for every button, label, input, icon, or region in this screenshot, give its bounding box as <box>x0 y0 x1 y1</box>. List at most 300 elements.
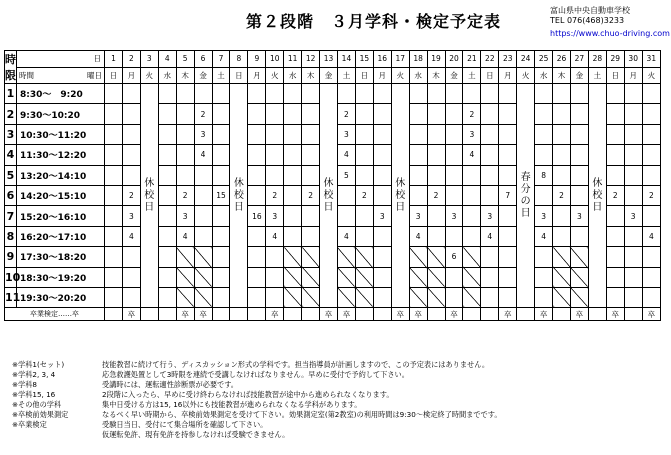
day-number: 9 <box>248 51 266 68</box>
schedule-cell <box>302 267 320 287</box>
weekday-header: 曜日 <box>87 70 102 80</box>
period-time: 11:30～12:20 <box>17 145 105 165</box>
note-text: 受講時には、運転適性診断票が必要です。 <box>102 380 238 389</box>
schedule-cell <box>105 287 123 307</box>
period-header: 時限 <box>5 51 17 84</box>
schedule-cell <box>463 206 481 226</box>
schedule-cell <box>337 185 355 205</box>
schedule-cell <box>284 185 302 205</box>
schedule-cell: 3 <box>266 206 284 226</box>
graduation-test-cell <box>373 308 391 321</box>
schedule-cell: 2 <box>553 185 571 205</box>
note-row <box>12 360 502 370</box>
schedule-cell <box>176 247 194 267</box>
schedule-cell: 16 <box>248 206 266 226</box>
schedule-cell <box>535 267 553 287</box>
graduation-test-cell <box>624 308 642 321</box>
schedule-cell <box>570 226 588 246</box>
schedule-cell <box>570 145 588 165</box>
graduation-test-cell: 卒 <box>570 308 588 321</box>
graduation-test-cell <box>553 308 571 321</box>
schedule-cell <box>642 104 660 124</box>
schedule-cell <box>212 247 230 267</box>
schedule-cell <box>105 84 123 104</box>
schedule-cell <box>105 145 123 165</box>
period-number: 7 <box>5 206 17 226</box>
school-name: 富山県中央自動車学校 <box>550 6 630 15</box>
schedule-cell: 15 <box>212 185 230 205</box>
schedule-cell <box>624 124 642 144</box>
schedule-cell <box>409 84 427 104</box>
schedule-cell <box>355 124 373 144</box>
schedule-cell: 2 <box>355 185 373 205</box>
schedule-cell <box>158 84 176 104</box>
day-number: 3 <box>140 51 158 68</box>
graduation-test-cell <box>302 308 320 321</box>
schedule-cell <box>427 206 445 226</box>
schedule-cell <box>445 104 463 124</box>
header-row-weekdays <box>5 67 661 84</box>
schedule-cell <box>373 226 391 246</box>
note-row <box>12 380 502 390</box>
graduation-test-cell: 卒 <box>606 308 624 321</box>
graduation-test-cell <box>105 308 123 321</box>
note-key <box>12 430 102 440</box>
schedule-cell <box>463 226 481 246</box>
day-number: 29 <box>606 51 624 68</box>
graduation-test-cell <box>355 308 373 321</box>
weekday: 金 <box>570 67 588 84</box>
schedule-cell <box>499 267 517 287</box>
schedule-cell <box>481 165 499 185</box>
schedule-cell <box>606 247 624 267</box>
schedule-cell: 4 <box>409 226 427 246</box>
day-number: 26 <box>553 51 571 68</box>
schedule-cell <box>373 185 391 205</box>
schedule-cell <box>427 247 445 267</box>
schedule-cell <box>284 124 302 144</box>
graduation-test-cell <box>427 308 445 321</box>
holiday-cell: 休 校 日 <box>230 84 248 308</box>
period-time: 15:20～16:10 <box>17 206 105 226</box>
day-number: 13 <box>320 51 338 68</box>
holiday-cell: 春 分 の 日 <box>517 84 535 308</box>
schedule-cell <box>535 145 553 165</box>
schedule-cell <box>158 267 176 287</box>
schedule-cell <box>427 124 445 144</box>
schedule-cell <box>463 165 481 185</box>
graduation-test-cell: 卒 <box>535 308 553 321</box>
graduation-test-cell <box>230 308 248 321</box>
schedule-cell: 5 <box>337 165 355 185</box>
schedule-cell <box>194 287 212 307</box>
schedule-cell <box>427 287 445 307</box>
schedule-cell <box>266 84 284 104</box>
schedule-cell <box>570 104 588 124</box>
schedule-cell <box>427 226 445 246</box>
period-number: 11 <box>5 287 17 307</box>
time-weekday-header <box>17 67 105 84</box>
weekday: 月 <box>248 67 266 84</box>
period-time: 9:30～10:20 <box>17 104 105 124</box>
schedule-cell <box>212 226 230 246</box>
schedule-cell <box>248 124 266 144</box>
schedule-cell <box>105 267 123 287</box>
period-number: 1 <box>5 84 17 104</box>
schedule-cell <box>248 165 266 185</box>
weekday: 水 <box>409 67 427 84</box>
schedule-cell <box>266 104 284 124</box>
schedule-cell: 2 <box>302 185 320 205</box>
schedule-cell <box>212 287 230 307</box>
weekday: 水 <box>158 67 176 84</box>
weekday: 火 <box>517 67 535 84</box>
schedule-cell <box>535 84 553 104</box>
weekday: 日 <box>105 67 123 84</box>
day-number: 21 <box>463 51 481 68</box>
schedule-cell <box>266 145 284 165</box>
day-number: 8 <box>230 51 248 68</box>
weekday: 火 <box>642 67 660 84</box>
note-row <box>12 430 502 440</box>
schedule-cell <box>355 226 373 246</box>
period-row <box>5 84 661 104</box>
schedule-cell <box>266 287 284 307</box>
schedule-cell: 4 <box>194 145 212 165</box>
schedule-cell <box>481 124 499 144</box>
schedule-cell <box>553 104 571 124</box>
schedule-cell: 8 <box>535 165 553 185</box>
schedule-cell <box>158 247 176 267</box>
weekday: 火 <box>266 67 284 84</box>
graduation-test-cell: 卒 <box>499 308 517 321</box>
graduation-test-cell: 卒 <box>176 308 194 321</box>
schedule-cell <box>248 267 266 287</box>
schedule-cell <box>373 165 391 185</box>
day-number: 5 <box>176 51 194 68</box>
schedule-cell <box>535 287 553 307</box>
weekday: 月 <box>624 67 642 84</box>
schedule-cell: 4 <box>642 226 660 246</box>
schedule-cell <box>158 287 176 307</box>
schedule-cell: 2 <box>194 104 212 124</box>
note-row <box>12 410 502 420</box>
notes <box>12 360 502 440</box>
holiday-cell: 休 校 日 <box>320 84 338 308</box>
schedule-cell <box>176 165 194 185</box>
day-number: 16 <box>373 51 391 68</box>
schedule-cell <box>122 287 140 307</box>
schedule-cell <box>409 165 427 185</box>
schedule-cell <box>194 185 212 205</box>
schedule-cell <box>481 145 499 165</box>
day-number: 22 <box>481 51 499 68</box>
weekday: 木 <box>553 67 571 84</box>
schedule-cell <box>284 104 302 124</box>
schedule-cell <box>553 145 571 165</box>
schedule-cell <box>570 185 588 205</box>
schedule-cell <box>445 84 463 104</box>
schedule-cell <box>248 145 266 165</box>
period-time: 19:30～20:20 <box>17 287 105 307</box>
period-number: 5 <box>5 165 17 185</box>
schedule-cell <box>158 104 176 124</box>
schedule-cell <box>302 124 320 144</box>
schedule-cell <box>355 165 373 185</box>
schedule-cell <box>463 247 481 267</box>
schedule-cell <box>302 84 320 104</box>
schedule-cell <box>212 84 230 104</box>
graduation-test-cell <box>212 308 230 321</box>
day-number: 24 <box>517 51 535 68</box>
schedule-cell <box>194 226 212 246</box>
schedule-cell <box>427 104 445 124</box>
schedule-cell <box>158 226 176 246</box>
schedule-cell <box>158 145 176 165</box>
note-text: 受験日当日、受付にて集合場所を確認して下さい。 <box>102 420 268 429</box>
day-number: 18 <box>409 51 427 68</box>
schedule-cell: 2 <box>122 185 140 205</box>
schedule-cell <box>248 287 266 307</box>
weekday: 金 <box>194 67 212 84</box>
schedule-cell <box>409 104 427 124</box>
schedule-cell <box>445 185 463 205</box>
schedule-cell <box>266 247 284 267</box>
schedule-cell <box>553 165 571 185</box>
note-text: 仮運転免許、現有免許を持参しなければ受験できません。 <box>102 430 290 439</box>
note-key: ※卒検前効果測定 <box>12 410 69 419</box>
schedule-cell <box>409 287 427 307</box>
graduation-test-label: 卒業検定……卒 <box>5 308 105 321</box>
schedule-cell <box>176 84 194 104</box>
page-title: 第２段階 ３月学科・検定予定表 <box>246 12 502 31</box>
schedule-cell <box>624 104 642 124</box>
schedule-cell <box>445 287 463 307</box>
schedule-cell <box>122 165 140 185</box>
day-number: 10 <box>266 51 284 68</box>
schedule-cell <box>606 226 624 246</box>
day-number: 27 <box>570 51 588 68</box>
schedule-cell <box>248 247 266 267</box>
schedule-cell <box>535 124 553 144</box>
graduation-test-row <box>5 308 661 321</box>
note-key: ※学科8 <box>12 380 37 389</box>
schedule-cell <box>570 287 588 307</box>
schedule-cell <box>606 287 624 307</box>
day-number: 11 <box>284 51 302 68</box>
schedule-cell <box>499 247 517 267</box>
period-number: 10 <box>5 267 17 287</box>
schedule-cell <box>481 267 499 287</box>
graduation-test-cell: 卒 <box>409 308 427 321</box>
graduation-test-cell: 卒 <box>320 308 338 321</box>
note-text: 技能教習に続けて行う、ディスカッション形式の学科です。担当指導員が計画しますので、この予定表にはありません。 <box>102 360 490 369</box>
schedule-cell <box>337 287 355 307</box>
schedule-cell <box>212 104 230 124</box>
note-text: 2段階に入ったら、早めに受け終わらなければ技能教習が途中から進められなくなります。 <box>102 390 394 399</box>
day-number: 7 <box>212 51 230 68</box>
schedule-cell <box>445 165 463 185</box>
schedule-cell <box>176 267 194 287</box>
school-tel: TEL 076(468)3233 <box>550 16 625 25</box>
weekday: 月 <box>373 67 391 84</box>
schedule-cell <box>445 226 463 246</box>
weekday: 日 <box>355 67 373 84</box>
schedule-cell <box>481 287 499 307</box>
weekday: 金 <box>320 67 338 84</box>
graduation-test-cell <box>248 308 266 321</box>
schedule-cell <box>499 124 517 144</box>
graduation-test-cell <box>481 308 499 321</box>
schedule-cell <box>553 247 571 267</box>
schedule-cell <box>212 145 230 165</box>
schedule-cell: 7 <box>499 185 517 205</box>
schedule-cell <box>481 247 499 267</box>
schedule-cell <box>105 226 123 246</box>
schedule-cell: 2 <box>606 185 624 205</box>
schedule-cell <box>355 145 373 165</box>
schedule-cell: 3 <box>176 206 194 226</box>
schedule-cell <box>499 226 517 246</box>
day-number: 30 <box>624 51 642 68</box>
schedule-cell <box>194 165 212 185</box>
schedule-cell <box>499 287 517 307</box>
day-number: 4 <box>158 51 176 68</box>
schedule-cell <box>463 267 481 287</box>
day-number: 23 <box>499 51 517 68</box>
schedule-cell <box>105 104 123 124</box>
schedule-cell <box>284 267 302 287</box>
weekday: 火 <box>391 67 409 84</box>
schedule-cell: 2 <box>176 185 194 205</box>
schedule-cell <box>624 185 642 205</box>
graduation-test-cell: 卒 <box>337 308 355 321</box>
schedule-cell <box>624 267 642 287</box>
schedule-cell: 4 <box>337 145 355 165</box>
schedule-cell: 3 <box>463 124 481 144</box>
schedule-cell <box>248 185 266 205</box>
day-header-label: 日 <box>17 51 105 68</box>
schedule-cell <box>337 247 355 267</box>
schedule-cell <box>499 206 517 226</box>
schedule-cell <box>302 247 320 267</box>
holiday-cell: 休 校 日 <box>588 84 606 308</box>
note-key: ※学科2, 3, 4 <box>12 370 56 379</box>
schedule-cell: 2 <box>337 104 355 124</box>
period-time: 13:20～14:10 <box>17 165 105 185</box>
day-number: 31 <box>642 51 660 68</box>
period-number: 9 <box>5 247 17 267</box>
schedule-cell <box>535 185 553 205</box>
day-number: 6 <box>194 51 212 68</box>
schedule-cell <box>624 287 642 307</box>
schedule-cell <box>481 185 499 205</box>
weekday: 日 <box>481 67 499 84</box>
weekday: 土 <box>337 67 355 84</box>
schedule-cell: 3 <box>445 206 463 226</box>
day-number: 2 <box>122 51 140 68</box>
schedule-cell <box>176 145 194 165</box>
schedule-cell <box>302 287 320 307</box>
schedule-cell: 4 <box>463 145 481 165</box>
schedule-cell <box>373 145 391 165</box>
day-number: 12 <box>302 51 320 68</box>
schedule-cell <box>158 124 176 144</box>
note-text: 応急救護処置として3時限を連続で受講しなければなりません。早めに受付で予約して下さい。 <box>102 370 409 379</box>
weekday: 月 <box>122 67 140 84</box>
schedule-cell <box>409 124 427 144</box>
schedule-cell <box>302 145 320 165</box>
schedule-cell <box>302 206 320 226</box>
schedule-cell <box>642 84 660 104</box>
schedule-cell: 4 <box>266 226 284 246</box>
graduation-test-cell: 卒 <box>194 308 212 321</box>
schedule-cell <box>105 124 123 144</box>
school-url[interactable]: https://www.chuo-driving.com <box>550 29 670 38</box>
day-number: 25 <box>535 51 553 68</box>
schedule-cell <box>570 247 588 267</box>
schedule-cell <box>373 287 391 307</box>
holiday-cell: 休 校 日 <box>391 84 409 308</box>
schedule-cell <box>122 247 140 267</box>
schedule-cell: 4 <box>122 226 140 246</box>
weekday: 木 <box>427 67 445 84</box>
day-number: 19 <box>427 51 445 68</box>
graduation-test-cell: 卒 <box>642 308 660 321</box>
schedule-cell <box>355 84 373 104</box>
schedule-cell <box>212 124 230 144</box>
schedule-cell <box>553 267 571 287</box>
schedule-cell <box>248 104 266 124</box>
note-key: ※学科1(セット) <box>12 360 65 369</box>
schedule-cell <box>606 165 624 185</box>
schedule-cell <box>212 267 230 287</box>
schedule-cell <box>266 267 284 287</box>
schedule-cell <box>194 206 212 226</box>
schedule-cell <box>194 247 212 267</box>
graduation-test-cell <box>588 308 606 321</box>
schedule-cell <box>158 165 176 185</box>
period-number: 3 <box>5 124 17 144</box>
schedule-cell <box>535 247 553 267</box>
note-text: 集中日受ける方は15, 16以外にも技能教習が進められなくなる学科があります。 <box>102 400 362 409</box>
schedule-cell <box>463 287 481 307</box>
note-text: なるべく早い時期から、卒検前効果測定を受けて下さい。効果測定室(第2教室)の利用時間は9:30～検定終了時間までです。 <box>102 410 502 419</box>
schedule-cell <box>212 206 230 226</box>
graduation-test-cell <box>463 308 481 321</box>
weekday: 金 <box>445 67 463 84</box>
graduation-test-cell <box>140 308 158 321</box>
note-row <box>12 420 502 430</box>
schedule-cell: 2 <box>427 185 445 205</box>
schedule-cell <box>570 267 588 287</box>
schedule-cell <box>642 124 660 144</box>
graduation-test-cell: 卒 <box>266 308 284 321</box>
schedule-cell <box>122 267 140 287</box>
day-number: 1 <box>105 51 123 68</box>
schedule-cell <box>284 84 302 104</box>
schedule-cell: 4 <box>176 226 194 246</box>
schedule-cell <box>158 206 176 226</box>
period-time: 17:30～18:20 <box>17 247 105 267</box>
schedule-cell <box>248 226 266 246</box>
schedule-cell: 4 <box>535 226 553 246</box>
period-number: 4 <box>5 145 17 165</box>
weekday: 土 <box>463 67 481 84</box>
schedule-cell <box>445 267 463 287</box>
day-number: 20 <box>445 51 463 68</box>
schedule-cell <box>624 145 642 165</box>
